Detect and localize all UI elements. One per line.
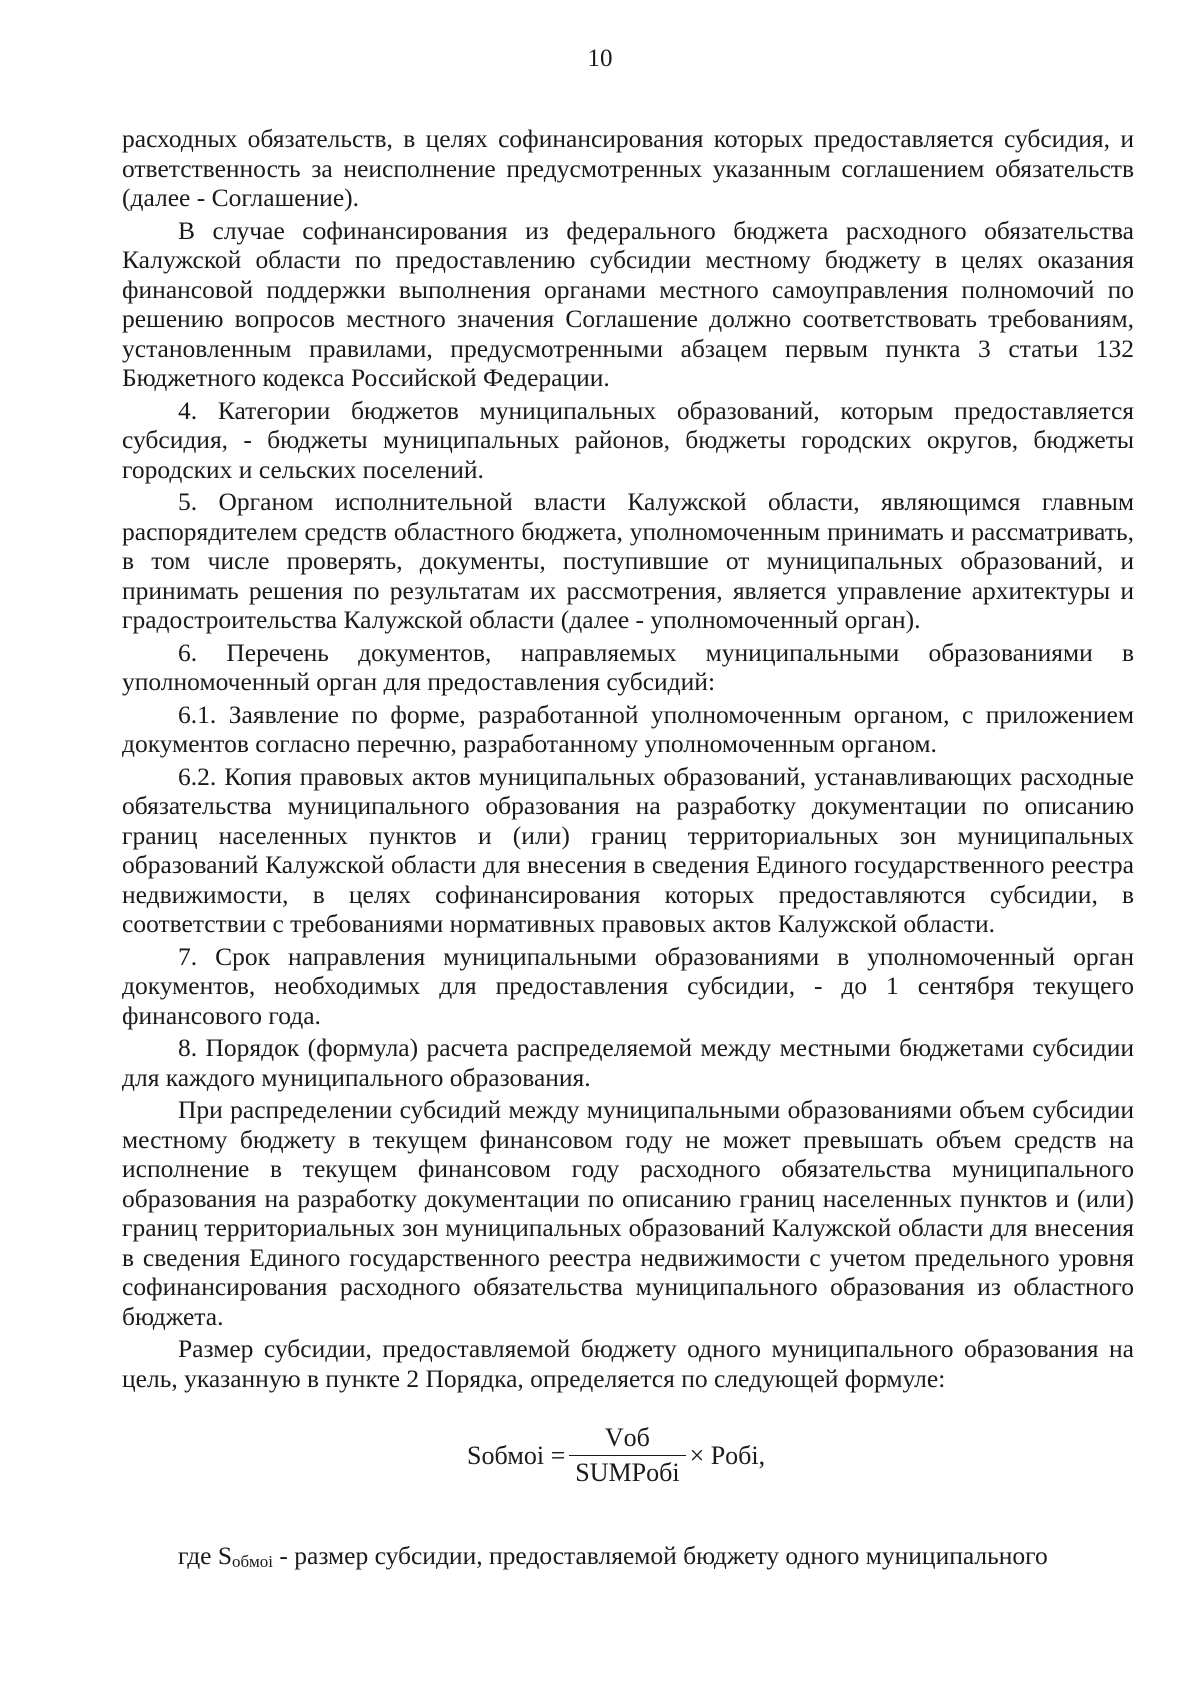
document-body bbox=[122, 124, 1134, 1571]
formula-denominator: SUMPобi bbox=[569, 1455, 685, 1488]
paragraph-distribution: При распределении субсидий между муниципальными образованиями объем субсидии местному бюджету в текущем финансовом году не может превышать объем средств на исполнение в текущем финансовом году расходного обязательства муниципального образования на разработку документации по описанию границ населенных пунктов и (или) границ территориальных зон муниципальных образований Калужской области для внесения в сведения Единого государственного реестра недвижимости с учетом предельного уровня софинансирования расходного обязательства муниципального образования из областного бюджета. bbox=[122, 1095, 1134, 1331]
definition-prefix: где S bbox=[178, 1541, 233, 1570]
paragraph-2: В случае софинансирования из федерального бюджета расходного обязательства Калужской области по предоставлению субсидии местному бюджету в целях оказания финансовой поддержки выполнения органами местного самоуправления полномочий по решению вопросов местного значения Соглашение должно соответствовать требованиям, установленным правилами, предусмотренными абзацем первым пункта 3 статьи 132 Бюджетного кодекса Российской Федерации. bbox=[122, 215, 1134, 392]
page-number: 10 bbox=[587, 45, 613, 72]
formula-fraction bbox=[569, 1423, 685, 1488]
paragraph-5: 5. Органом исполнительной власти Калужской области, являющимся главным распорядителем средств областного бюджета, уполномоченным принимать и рассматривать, в том числе проверять, документы, поступившие от муниципальных образований, и принимать решения по результатам их рассмотрения, является управление архитектуры и градостроительства Калужской области (далее - уполномоченный орган). bbox=[122, 487, 1134, 634]
formula-definition-line bbox=[122, 1541, 1134, 1571]
paragraph-1: расходных обязательств, в целях софинансирования которых предоставляется субсидия, и ответственность за неисполнение предусмотренных указанным соглашением обязательств (далее - Соглашение). bbox=[122, 124, 1134, 212]
paragraph-6-1: 6.1. Заявление по форме, разработанной уполномоченным органом, с приложением документов согласно перечню, разработанному уполномоченным органом. bbox=[122, 699, 1134, 758]
formula-lhs: Sобмоi = bbox=[467, 1440, 566, 1470]
formula-numerator: Vоб bbox=[604, 1423, 650, 1452]
formula-rhs: × Pобi, bbox=[689, 1440, 766, 1470]
paragraph-8: 8. Порядок (формула) расчета распределяемой между местными бюджетами субсидии для каждого муниципального образования. bbox=[122, 1033, 1134, 1092]
paragraph-7: 7. Срок направления муниципальными образованиями в уполномоченный орган документов, необходимых для предоставления субсидии, - до 1 сентября текущего финансового года. bbox=[122, 941, 1134, 1030]
paragraph-6: 6. Перечень документов, направляемых муниципальными образованиями в уполномоченный орган для предоставления субсидий: bbox=[122, 637, 1134, 696]
subsidy-formula bbox=[122, 1417, 1134, 1513]
definition-text: - размер субсидии, предоставляемой бюджету одного муниципального bbox=[273, 1541, 1048, 1570]
paragraph-formula-intro: Размер субсидии, предоставляемой бюджету одного муниципального образования на цель, указанную в пункте 2 Порядка, определяется по следующей формуле: bbox=[122, 1334, 1134, 1393]
paragraph-6-2: 6.2. Копия правовых актов муниципальных образований, устанавливающих расходные обязательства муниципального образования на разработку документации по описанию границ населенных пунктов и (или) границ территориальных зон муниципальных образований Калужской области для внесения в сведения Единого государственного реестра недвижимости, в целях софинансирования которых предоставляются субсидии, в соответствии с требованиями нормативных правовых актов Калужской области. bbox=[122, 761, 1134, 938]
definition-subscript: обмоi bbox=[232, 1552, 274, 1571]
paragraph-4: 4. Категории бюджетов муниципальных образований, которым предоставляется субсидия, - бюджеты муниципальных районов, бюджеты городских округов, бюджеты городских и сельских поселений. bbox=[122, 395, 1134, 484]
